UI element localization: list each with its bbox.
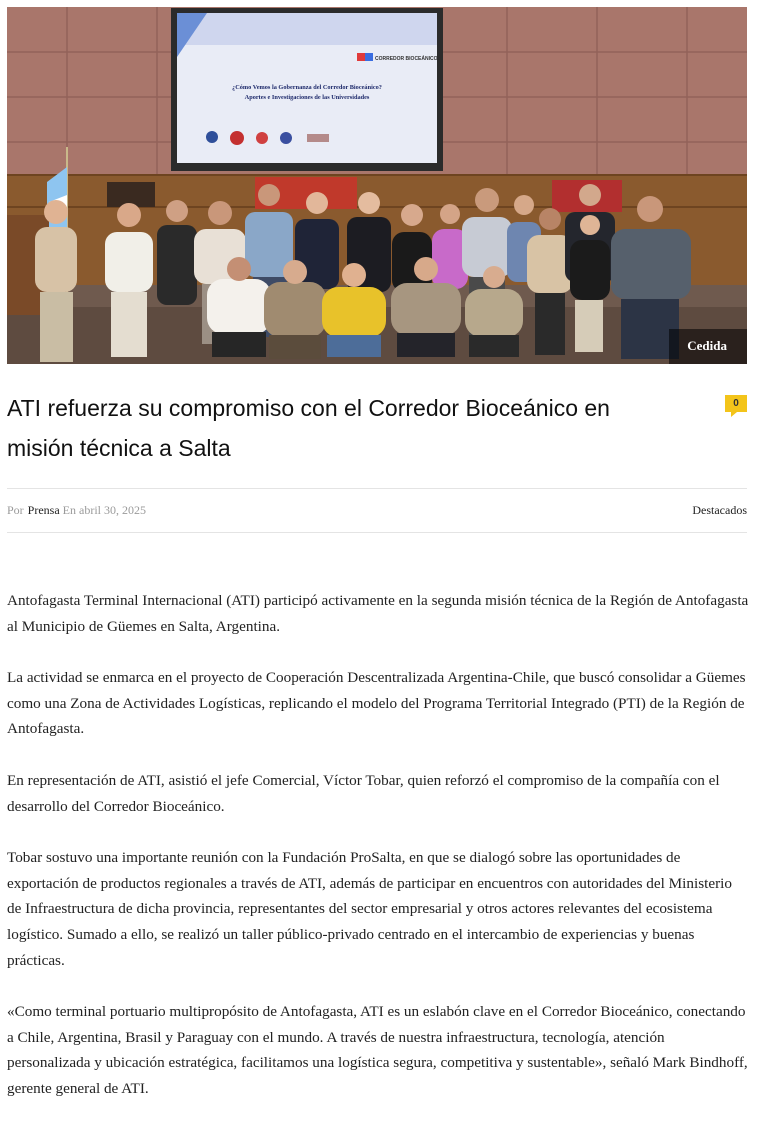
group-photo (7, 7, 747, 364)
svg-text:¿Cómo Vemos la Gobernanza del: ¿Cómo Vemos la Gobernanza del Corredor Bioceánico? (232, 84, 382, 91)
article-paragraph: Antofagasta Terminal Internacional (ATI) participó activamente en la segunda misión técnica de la Región de Antofagasta al Municipio de Güemes en Salta, Argentina. (7, 592, 749, 635)
article-body (7, 588, 749, 1128)
article-title: ATI refuerza su compromiso con el Corredor Bioceánico en misión técnica a Salta (7, 395, 610, 461)
author-link[interactable]: Prensa (27, 503, 60, 517)
svg-text:CORREDOR BIOCEÁNICO: CORREDOR BIOCEÁNICO (375, 56, 438, 62)
comments-count-badge[interactable]: 0 (725, 395, 747, 412)
featured-image (7, 7, 747, 364)
article-paragraph: La actividad se enmarca en el proyecto de Cooperación Descentralizada Argentina-Chile, que buscó consolidar a Güemes como una Zona de Actividades Logísticas, replicando el modelo del Programa Territorial Integrado (PTI) de la Región de Antofagasta. (7, 669, 746, 738)
article-meta (7, 488, 747, 533)
publish-date: En abril 30, 2025 (62, 503, 146, 517)
svg-text:Aportes e Investigaciones de l: Aportes e Investigaciones de las Universidades (244, 94, 370, 101)
image-credit: Cedida (669, 329, 747, 364)
article-paragraph: «Como terminal portuario multipropósito de Antofagasta, ATI es un eslabón clave en el Corredor Bioceánico, conectando a Chile, Argentina, Brasil y Paraguay con el mundo. A través de nuestra infraestructura, tecnología, atención personalizada y ubicación estratégica, facilitamos una logística segura, competitiva y sustentable», señaló Mark Bindhoff, gerente general de ATI. (7, 1003, 748, 1097)
byline (7, 503, 146, 518)
article-paragraph: Tobar sostuvo una importante reunión con la Fundación ProSalta, en que se dialogó sobre las oportunidades de exportación de productos regionales a través de ATI, además de participar en encuentros con autoridades del Ministerio de Infraestructura de dicha provincia, representantes del sector empresarial y otros actores relevantes del ecosistema logístico. Sumado a ello, se realizó un taller público-privado centrado en el intercambio de experiencias y buenas prácticas. (7, 849, 732, 969)
byline-prefix: Por (7, 503, 24, 517)
category-link[interactable]: Destacados (692, 503, 747, 517)
article-paragraph: En representación de ATI, asistió el jefe Comercial, Víctor Tobar, quien reforzó el compromiso de la compañía con el desarrollo del Corredor Bioceánico. (7, 771, 720, 815)
